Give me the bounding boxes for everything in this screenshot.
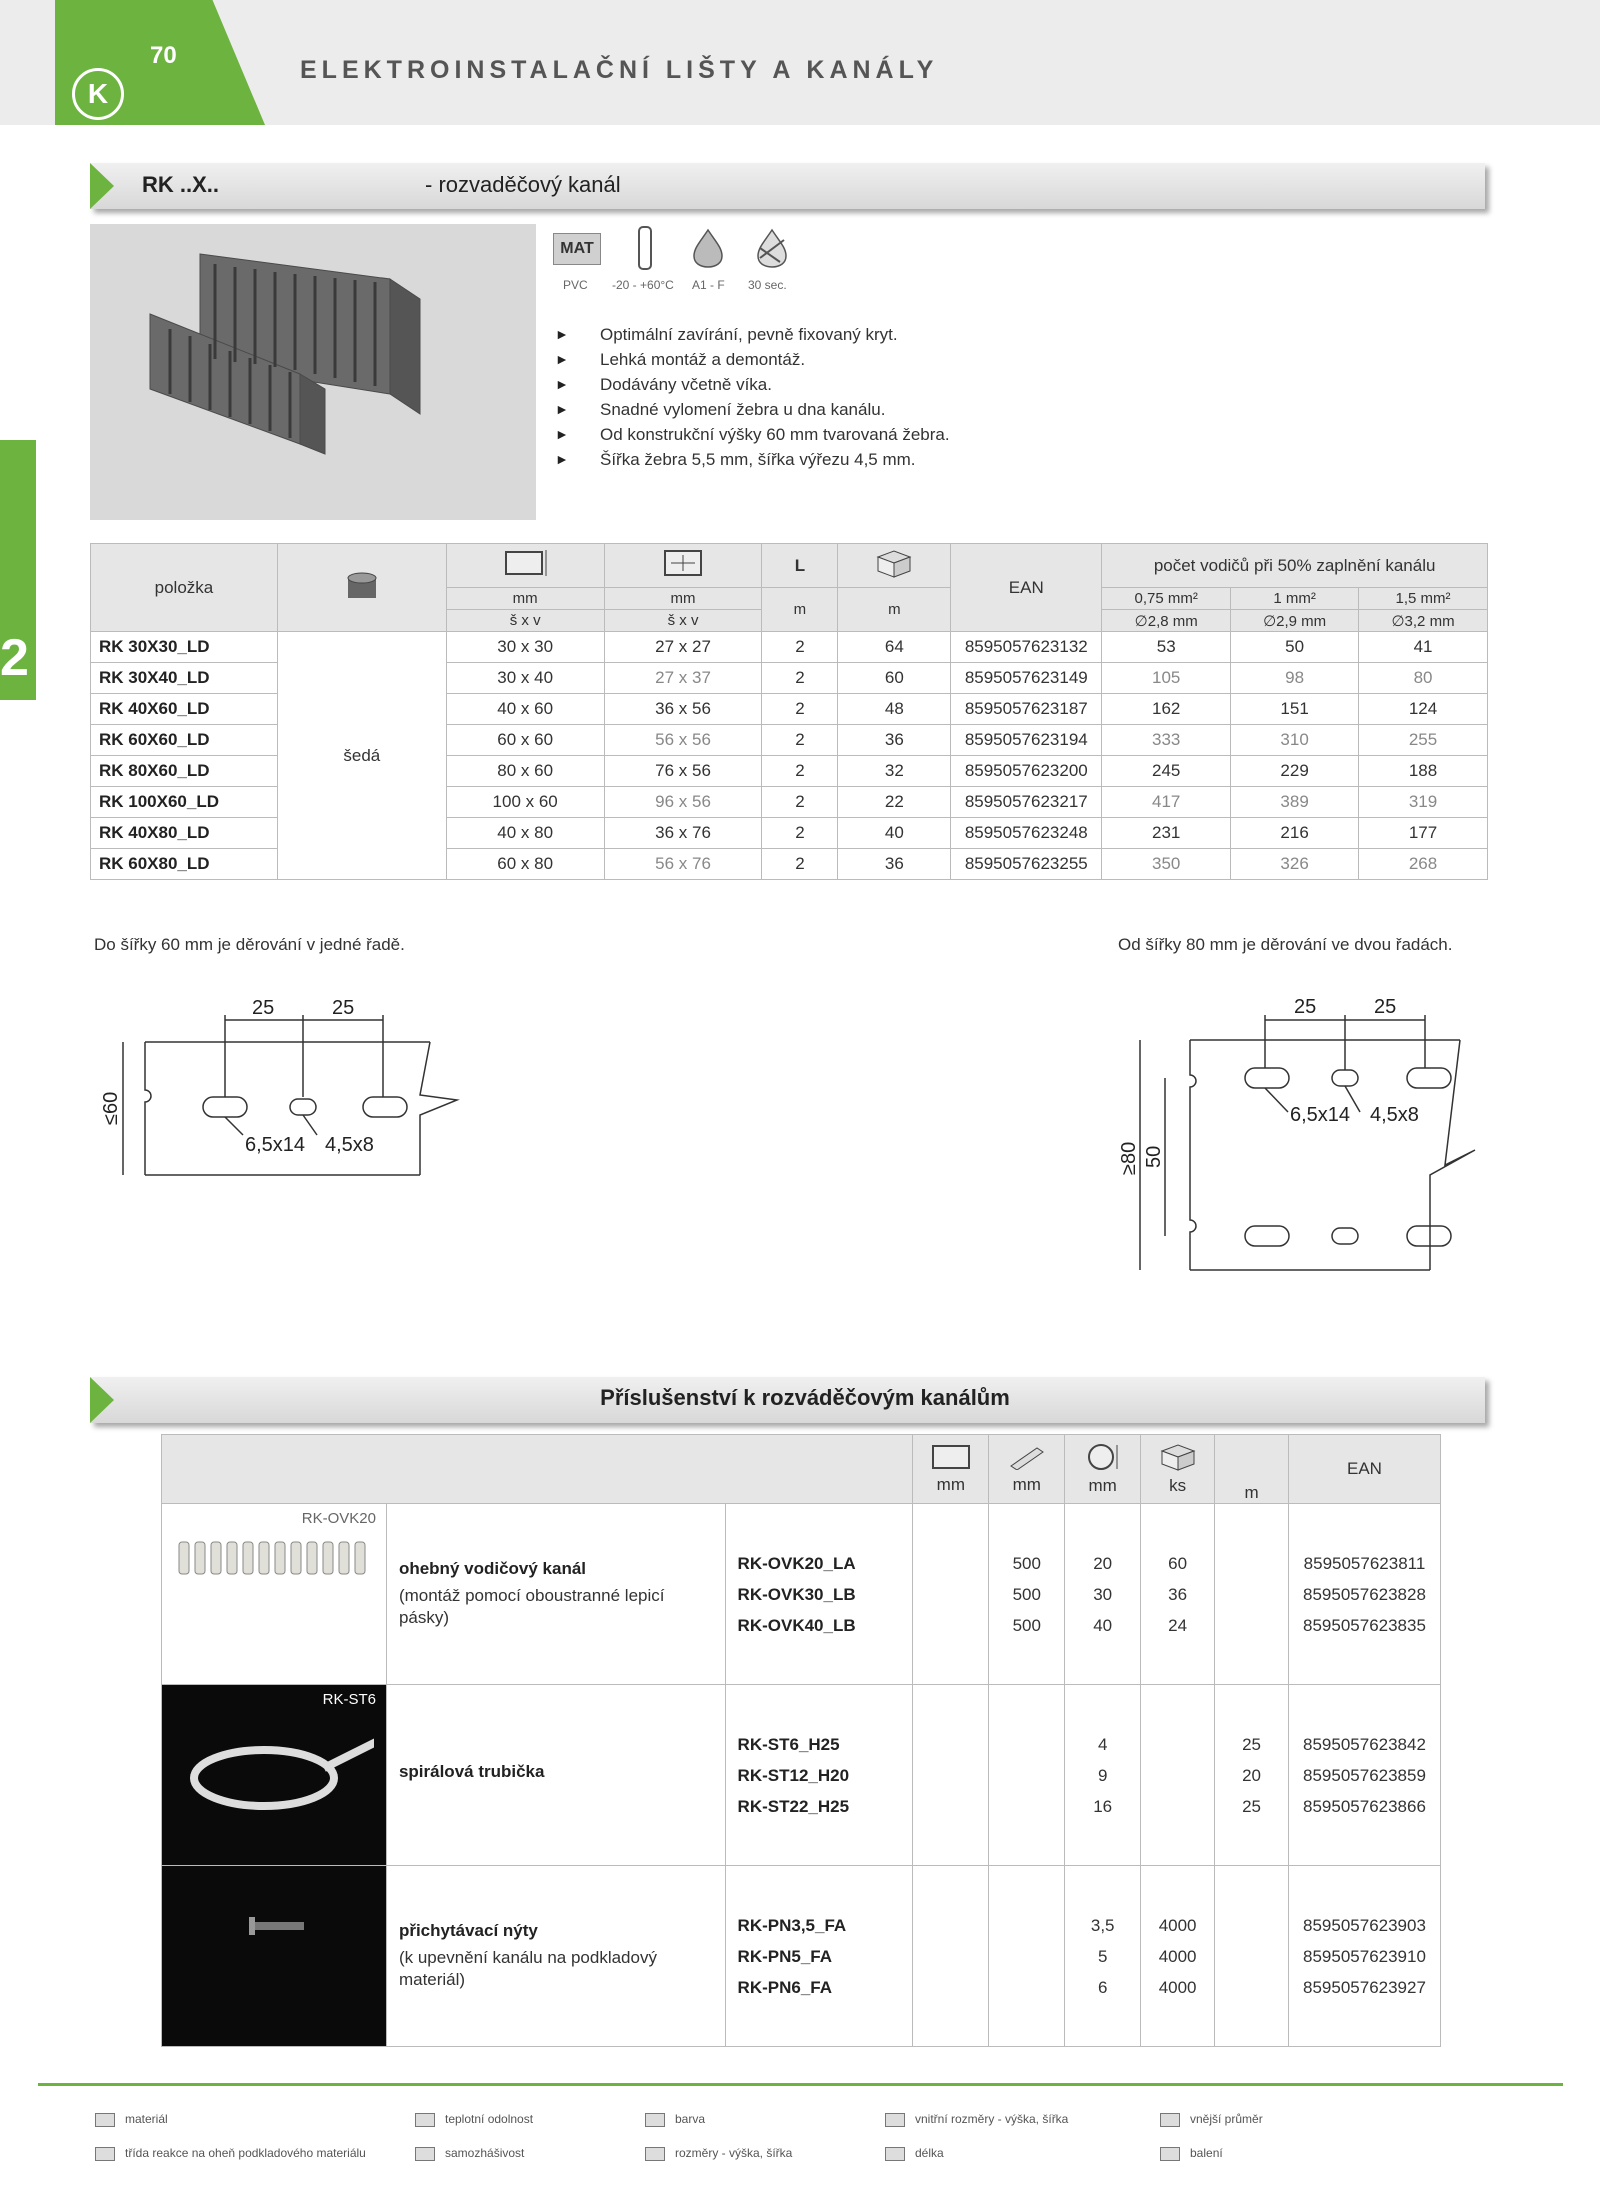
bar-arrow-icon: [90, 163, 114, 209]
outer-diameter-icon: [1160, 2113, 1180, 2127]
flame-icon: [95, 2147, 115, 2161]
product-title-bar: [90, 163, 1485, 209]
diameter-cell: 16: [1093, 1796, 1113, 1816]
accessories-table: [161, 1434, 1441, 2047]
diameter-cell-group: [1065, 1685, 1141, 1866]
length-cell: 500: [1012, 1584, 1041, 1604]
accessory-description: [386, 1685, 725, 1866]
note-left: Do šířky 60 mm je děrování v jedné řadě.: [94, 935, 405, 954]
mat-icon: MAT: [553, 233, 601, 265]
pack-m-cell: [1215, 1548, 1288, 1579]
ean-cell: 8595057623200: [951, 756, 1102, 787]
inner-sub: š x v: [604, 610, 762, 632]
accessory-photo-label: RK-OVK20: [301, 1510, 376, 1527]
legend-text: barva: [675, 2112, 706, 2126]
c1-cell: [913, 1760, 988, 1791]
col-outer-dim: [913, 1435, 989, 1504]
outer-dim-cell: 30 x 40: [446, 663, 604, 694]
feature-item: ► Šířka žebra 5,5 mm, šířka výřezu 4,5 mm.: [555, 447, 950, 472]
ean-cell: 8595057623811: [1303, 1553, 1426, 1573]
outer-dim-cell: 60 x 60: [446, 725, 604, 756]
wires-3-cell: 188: [1359, 756, 1488, 787]
ean-cell: 8595057623859: [1303, 1765, 1426, 1785]
accessory-group: [162, 1685, 1441, 1866]
accessory-name: spirálová trubička: [398, 1762, 545, 1781]
accessory-photo-label: RK-ST6: [322, 1691, 376, 1708]
diameter-cell: 40: [1093, 1615, 1113, 1635]
length-cell: 2: [762, 818, 838, 849]
length-cell: 2: [762, 725, 838, 756]
ean-cell: 8595057623132: [951, 632, 1102, 663]
accessory-photo: [162, 1504, 387, 1685]
diameter-cell: 3,5: [1090, 1915, 1115, 1935]
diagram-inner-height: 50: [1143, 1145, 1165, 1168]
diameter-cell: 9: [1097, 1765, 1108, 1785]
accessory-name: ohebný vodičový kanál: [398, 1559, 587, 1578]
inner-dim-cell: 96 x 56: [604, 787, 762, 818]
diameter-cell: 6: [1097, 1977, 1108, 1997]
legend: [95, 2112, 1495, 2182]
accessory-code: RK-OVK20_LA: [737, 1553, 856, 1573]
ean-cell-group: [1288, 1504, 1440, 1685]
legend-text: rozměry - výška, šířka: [675, 2146, 793, 2160]
diagram-spacing-1: 25: [252, 997, 275, 1019]
wires-2-cell: 229: [1231, 756, 1359, 787]
logo: K: [72, 68, 124, 120]
accessory-code: RK-PN6_FA: [737, 1977, 833, 1997]
note-right: Od šířky 80 mm je děrování ve dvou řadách.: [1118, 935, 1453, 954]
length-cell: [989, 1972, 1064, 2003]
package-icon: [1158, 1443, 1198, 1471]
c1-cell: [913, 1610, 988, 1641]
thermometer-icon: [415, 2113, 435, 2127]
pack-cell: 36: [838, 849, 951, 880]
outer-dim-icon: [931, 1444, 971, 1470]
inner-dim-icon: [663, 549, 703, 577]
length-cell: [989, 1910, 1064, 1941]
ean-cell: 8595057623149: [951, 663, 1102, 694]
length-cell: [989, 1791, 1064, 1822]
pack-m-cell: [1215, 1910, 1288, 1941]
c1-cell: [913, 1579, 988, 1610]
unit-5: m: [1244, 1483, 1259, 1502]
wires-2-cell: 389: [1231, 787, 1359, 818]
legend-text: samozhášivost: [445, 2146, 525, 2160]
legend-item: [95, 2112, 168, 2127]
product-code-cell: RK 80X60_LD: [91, 756, 278, 787]
wires-3-cell: 124: [1359, 694, 1488, 725]
c1-cell: [913, 1910, 988, 1941]
c1-cell: [913, 1548, 988, 1579]
length-cell: 2: [762, 849, 838, 880]
product-code-cell: RK 40X60_LD: [91, 694, 278, 725]
page-number: 70: [150, 42, 177, 69]
product-code-cell: RK 60X80_LD: [91, 849, 278, 880]
pack-m-cell: [1215, 1610, 1288, 1641]
diagram-spacing-2: 25: [332, 997, 355, 1019]
pack-cell: 36: [838, 725, 951, 756]
product-code-cell: RK 100X60_LD: [91, 787, 278, 818]
wires-2-cell: 310: [1231, 725, 1359, 756]
ean-cell: 8595057623255: [951, 849, 1102, 880]
pack-ks-cell-group: [1141, 1504, 1215, 1685]
col-ean: EAN: [1288, 1435, 1440, 1504]
legend-item: [95, 2146, 366, 2161]
legend-item: [645, 2146, 792, 2161]
pack-ks-cell: [1141, 1729, 1214, 1760]
legend-text: balení: [1190, 2146, 1223, 2160]
wires-1-cell: 105: [1102, 663, 1231, 694]
wires-2-cell: 326: [1231, 849, 1359, 880]
pack-m-cell: [1215, 1972, 1288, 2003]
length-cell: [989, 1760, 1064, 1791]
ean-cell: 8595057623828: [1303, 1584, 1426, 1604]
c1-cell-group: [913, 1685, 989, 1866]
wires-2-cell: 98: [1231, 663, 1359, 694]
diameter-cell: 5: [1097, 1946, 1108, 1966]
pack-ks-cell: 4000: [1158, 1915, 1197, 1935]
accessory-code: RK-ST12_H20: [737, 1765, 850, 1785]
mat-icon: [95, 2113, 115, 2127]
col-inner-icon: [604, 544, 762, 588]
inner-dim-icon: [885, 2113, 905, 2127]
pack-ks-cell: 36: [1168, 1584, 1188, 1604]
unit-4: ks: [1169, 1475, 1187, 1495]
diagram-spacing-1: 25: [1294, 996, 1317, 1018]
ean-cell: 8595057623910: [1303, 1946, 1426, 1966]
wire-1-diameter: ∅2,8 mm: [1102, 610, 1231, 632]
accessory-code-group: [725, 1866, 913, 2047]
legend-item: [1160, 2146, 1223, 2161]
col-pack-m: [1215, 1435, 1289, 1504]
accessory-description: [386, 1866, 725, 2047]
length-icon: [885, 2147, 905, 2161]
ean-cell-group: [1288, 1685, 1440, 1866]
ean-cell: 8595057623194: [951, 725, 1102, 756]
wire-2: 1 mm²: [1231, 588, 1359, 610]
col-item: položka: [91, 544, 278, 632]
pack-ks-cell: 60: [1168, 1553, 1188, 1573]
wires-3-cell: 41: [1359, 632, 1488, 663]
col-diameter: [1065, 1435, 1141, 1504]
l-unit: m: [762, 588, 838, 632]
self-extinguish-icon: [752, 228, 792, 268]
wires-1-cell: 53: [1102, 632, 1231, 663]
wires-1-cell: 350: [1102, 849, 1231, 880]
legend-item: [885, 2112, 1068, 2127]
product-table: [90, 543, 1488, 880]
legend-text: materiál: [125, 2112, 168, 2126]
product-name: - rozvaděčový kanál: [425, 172, 621, 197]
icon-label-temperature: -20 - +60°C: [612, 278, 674, 292]
col-outer-icon: [446, 544, 604, 588]
wire-3: 1,5 mm²: [1359, 588, 1488, 610]
wires-3-cell: 319: [1359, 787, 1488, 818]
pack-unit: m: [838, 588, 951, 632]
accessory-description: [386, 1504, 725, 1685]
legend-item: [415, 2146, 524, 2161]
self-extinguish-icon: [415, 2147, 435, 2161]
ean-cell: 8595057623903: [1303, 1915, 1426, 1935]
outer-dim-cell: 40 x 80: [446, 818, 604, 849]
legend-item: [415, 2112, 533, 2127]
ean-cell: 8595057623866: [1303, 1796, 1426, 1816]
length-cell: 2: [762, 756, 838, 787]
wires-1-cell: 417: [1102, 787, 1231, 818]
outer-dim-cell: 60 x 80: [446, 849, 604, 880]
wires-2-cell: 50: [1231, 632, 1359, 663]
perforation-diagram-double-row: [1110, 990, 1500, 1280]
pack-ks-cell: 24: [1168, 1615, 1188, 1635]
accessory-name: přichytávací nýty: [398, 1921, 538, 1940]
legend-text: třída reakce na oheň podkladového materiálu: [125, 2146, 366, 2160]
outer-dim-cell: 30 x 30: [446, 632, 604, 663]
color-cell: šedá: [277, 632, 446, 880]
wires-2-cell: 216: [1231, 818, 1359, 849]
length-cell-group: [989, 1504, 1065, 1685]
col-pack-ks: [1141, 1435, 1215, 1504]
diameter-cell: 4: [1097, 1734, 1108, 1754]
diagram-slot-small: 4,5x8: [1370, 1104, 1419, 1126]
pack-m-cell: 25: [1242, 1796, 1261, 1816]
wires-1-cell: 245: [1102, 756, 1231, 787]
pack-m-cell-group: [1215, 1504, 1289, 1685]
accessory-code-group: [725, 1504, 913, 1685]
accessory-group: [162, 1504, 1441, 1685]
unit-2: mm: [1012, 1474, 1041, 1494]
wires-1-cell: 333: [1102, 725, 1231, 756]
pack-m-cell-group: [1215, 1866, 1289, 2047]
outer-unit: mm: [446, 588, 604, 610]
c1-cell: [913, 1941, 988, 1972]
wires-3-cell: 80: [1359, 663, 1488, 694]
color-icon: [645, 2113, 665, 2127]
pack-m-cell: 25: [1242, 1734, 1261, 1754]
product-code-cell: RK 40X80_LD: [91, 818, 278, 849]
c1-cell: [913, 1972, 988, 2003]
icon-label-fire-class: A1 - F: [692, 278, 725, 292]
diameter-cell-group: [1065, 1504, 1141, 1685]
thermometer-icon: [638, 226, 652, 270]
feature-item: ► Snadné vylomení žebra u dna kanálu.: [555, 397, 950, 422]
feature-list: [555, 322, 950, 472]
inner-unit: mm: [604, 588, 762, 610]
wire-2-diameter: ∅2,9 mm: [1231, 610, 1359, 632]
legend-item: [645, 2112, 705, 2127]
pack-m-cell: [1215, 1941, 1288, 1972]
package-icon: [874, 547, 914, 579]
accessory-group: [162, 1866, 1441, 2047]
pack-ks-cell: 4000: [1158, 1977, 1197, 1997]
wires-2-cell: 151: [1231, 694, 1359, 725]
outer-dim-cell: 80 x 60: [446, 756, 604, 787]
wire-1: 0,75 mm²: [1102, 588, 1231, 610]
length-cell: [989, 1941, 1064, 1972]
diagram-slot-big: 6,5x14: [1290, 1104, 1351, 1126]
ean-cell: 8595057623248: [951, 818, 1102, 849]
outer-dim-cell: 40 x 60: [446, 694, 604, 725]
pack-ks-cell-group: [1141, 1685, 1215, 1866]
pack-m-cell: 20: [1242, 1765, 1261, 1785]
product-code-cell: RK 30X40_LD: [91, 663, 278, 694]
legend-text: délka: [915, 2146, 944, 2160]
col-l: L: [762, 544, 838, 588]
c1-cell: [913, 1791, 988, 1822]
col-ean: EAN: [951, 544, 1102, 632]
wires-1-cell: 162: [1102, 694, 1231, 725]
length-cell-group: [989, 1866, 1065, 2047]
inner-dim-cell: 36 x 56: [604, 694, 762, 725]
pack-ks-cell: 4000: [1158, 1946, 1197, 1966]
length-icon: [1007, 1444, 1047, 1470]
length-cell: 2: [762, 694, 838, 725]
wires-1-cell: 231: [1102, 818, 1231, 849]
inner-dim-cell: 36 x 76: [604, 818, 762, 849]
col-wires-title: počet vodičů při 50% zaplnění kanálu: [1102, 544, 1488, 588]
length-cell: [989, 1729, 1064, 1760]
pack-ks-cell-group: [1141, 1866, 1215, 2047]
accessory-photo: [162, 1866, 387, 2047]
ean-cell: 8595057623187: [951, 694, 1102, 725]
accessory-code: RK-PN3,5_FA: [737, 1915, 847, 1935]
icon-label-material: PVC: [563, 278, 588, 292]
page-title: ELEKTROINSTALAČNÍ LIŠTY A KANÁLY: [300, 56, 939, 84]
length-cell: 2: [762, 787, 838, 818]
pack-m-cell-group: [1215, 1685, 1289, 1866]
product-code: RK ..X..: [142, 172, 220, 197]
diameter-cell: 30: [1093, 1584, 1113, 1604]
wires-3-cell: 177: [1359, 818, 1488, 849]
legend-item: [885, 2146, 944, 2161]
color-icon: [345, 570, 379, 600]
length-cell: 500: [1012, 1615, 1041, 1635]
c1-cell: [913, 1729, 988, 1760]
outer-dim-cell: 100 x 60: [446, 787, 604, 818]
unit-1: mm: [936, 1474, 965, 1494]
table-row: [91, 632, 1488, 663]
accessory-desc: (k upevnění kanálu na podkladový materiál): [398, 1948, 657, 1989]
outer-dim-icon: [645, 2147, 665, 2161]
outer-dim-icon: [502, 548, 548, 578]
legend-text: vnější průměr: [1190, 2112, 1263, 2126]
length-cell: 500: [1012, 1553, 1041, 1573]
perforation-diagram-single-row: [95, 990, 470, 1190]
diameter-cell: 20: [1093, 1553, 1113, 1573]
pack-cell: 40: [838, 818, 951, 849]
unit-3: mm: [1088, 1475, 1117, 1495]
inner-dim-cell: 56 x 76: [604, 849, 762, 880]
package-icon: [1160, 2147, 1180, 2161]
feature-item: ► Dodávány včetně víka.: [555, 372, 950, 397]
wire-3-diameter: ∅3,2 mm: [1359, 610, 1488, 632]
pack-m-cell: [1215, 1579, 1288, 1610]
legend-item: [1160, 2112, 1263, 2127]
pack-cell: 22: [838, 787, 951, 818]
ean-cell: 8595057623217: [951, 787, 1102, 818]
wires-3-cell: 268: [1359, 849, 1488, 880]
outer-diameter-icon: [1083, 1443, 1123, 1471]
diagram-slot-big: 6,5x14: [245, 1134, 306, 1156]
product-code-cell: RK 60X60_LD: [91, 725, 278, 756]
ean-cell-group: [1288, 1866, 1440, 2047]
accessory-desc: (montáž pomocí oboustranné lepicí pásky): [398, 1586, 665, 1627]
accessory-code: RK-ST6_H25: [737, 1734, 840, 1754]
pack-cell: 32: [838, 756, 951, 787]
inner-dim-cell: 27 x 27: [604, 632, 762, 663]
accessory-photo: [162, 1685, 387, 1866]
diagram-height: ≥80: [1118, 1141, 1140, 1175]
accessory-code-group: [725, 1685, 913, 1866]
flame-icon: [690, 228, 726, 268]
c1-cell-group: [913, 1504, 989, 1685]
c1-cell-group: [913, 1866, 989, 2047]
feature-item: ► Optimální zavírání, pevně fixovaný kryt.: [555, 322, 950, 347]
col-color: [277, 544, 446, 632]
length-cell: 2: [762, 663, 838, 694]
product-code-cell: RK 30X30_LD: [91, 632, 278, 663]
diagram-slot-small: 4,5x8: [325, 1134, 374, 1156]
ean-cell: 8595057623835: [1303, 1615, 1426, 1635]
feature-item: ► Lehká montáž a demontáž.: [555, 347, 950, 372]
feature-item: ► Od konstrukční výšky 60 mm tvarovaná žebra.: [555, 422, 950, 447]
product-photo: [90, 224, 536, 520]
pack-cell: 48: [838, 694, 951, 725]
inner-dim-cell: 56 x 56: [604, 725, 762, 756]
ean-cell: 8595057623927: [1303, 1977, 1426, 1997]
legend-text: vnitřní rozměry - výška, šířka: [915, 2112, 1069, 2126]
accessories-title: Příslušenství k rozváděčovým kanálům: [600, 1385, 1010, 1410]
ean-cell: 8595057623842: [1303, 1734, 1426, 1754]
diagram-spacing-2: 25: [1374, 996, 1397, 1018]
icon-label-self-extinguish: 30 sec.: [748, 278, 787, 292]
pack-ks-cell: [1141, 1791, 1214, 1822]
accessory-code: RK-OVK40_LB: [737, 1615, 856, 1635]
diameter-cell-group: [1065, 1866, 1141, 2047]
col-length: [989, 1435, 1065, 1504]
outer-sub: š x v: [446, 610, 604, 632]
wires-3-cell: 255: [1359, 725, 1488, 756]
accessory-code: RK-OVK30_LB: [737, 1584, 856, 1604]
side-tab-number: 2: [0, 629, 29, 687]
accessory-code: RK-PN5_FA: [737, 1946, 833, 1966]
length-cell: 2: [762, 632, 838, 663]
pack-cell: 64: [838, 632, 951, 663]
pack-ks-cell: [1141, 1760, 1214, 1791]
diagram-height: ≤60: [100, 1091, 122, 1125]
accessory-code: RK-ST22_H25: [737, 1796, 850, 1816]
inner-dim-cell: 27 x 37: [604, 663, 762, 694]
col-pack-icon: [838, 544, 951, 588]
pack-cell: 60: [838, 663, 951, 694]
footer-line: [38, 2083, 1563, 2086]
legend-text: teplotní odolnost: [445, 2112, 534, 2126]
length-cell-group: [989, 1685, 1065, 1866]
inner-dim-cell: 76 x 56: [604, 756, 762, 787]
